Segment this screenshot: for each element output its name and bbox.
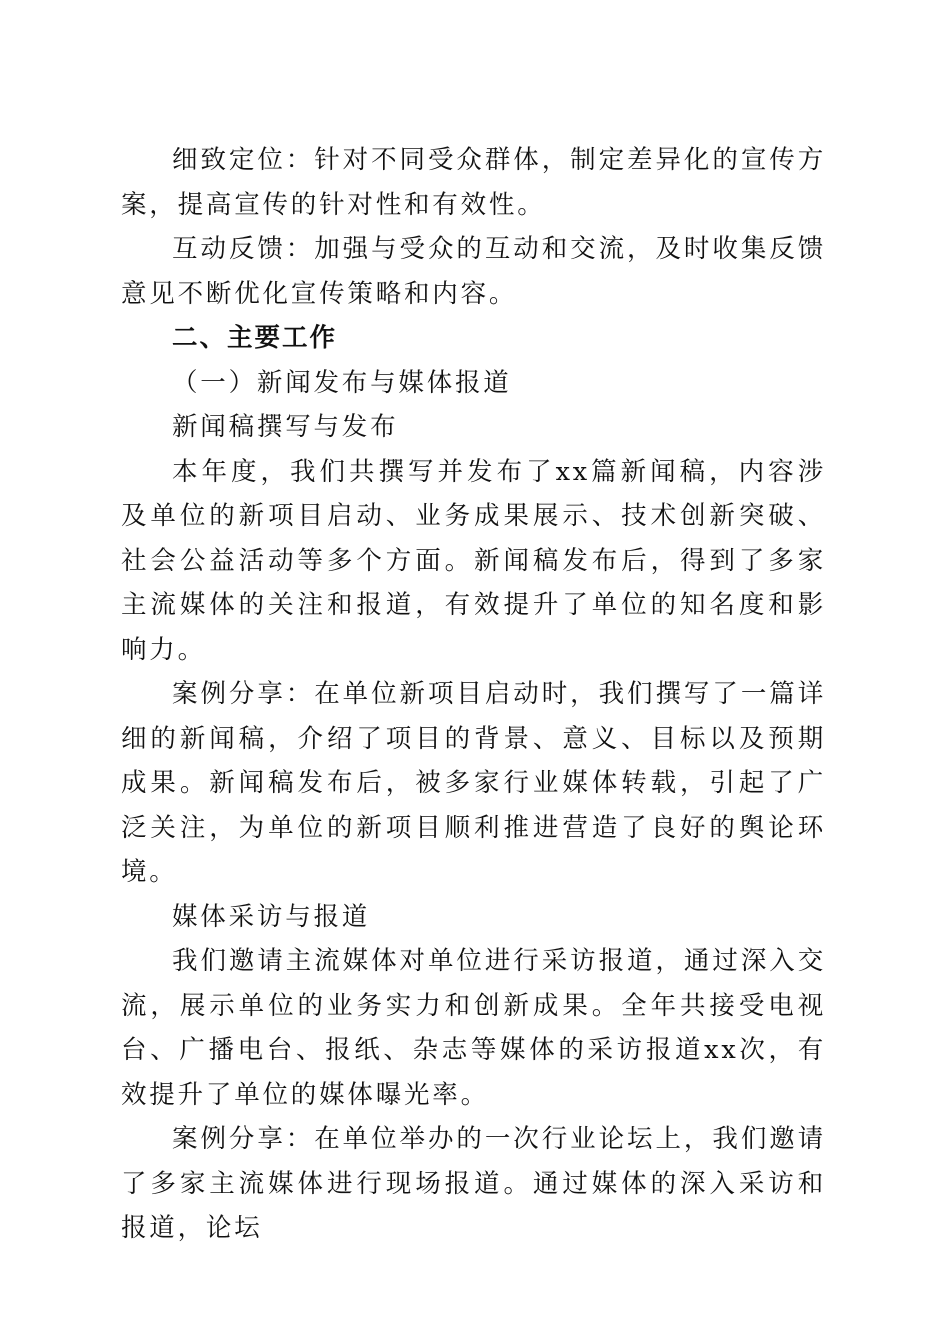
- document-page: [121, 138, 826, 1251]
- topic-title-press-release: 新闻稿撰写与发布: [172, 412, 399, 442]
- subsection-heading: （一）新闻发布与媒体报道: [172, 367, 512, 398]
- paragraph-interactive-feedback: 互动反馈：加强与受众的互动和交流，及时收集反馈意见不断优化宣传策略和内容。: [121, 234, 826, 309]
- topic-title-media-interview: 媒体采访与报道: [172, 901, 371, 932]
- paragraph-media-interview-case: 案例分享：在单位举办的一次行业论坛上，我们邀请了多家主流媒体进行现场报道。通过媒体的深入采访和报道，论坛: [121, 1124, 826, 1243]
- paragraph-media-interview-summary: 我们邀请主流媒体对单位进行采访报道，通过深入交流，展示单位的业务实力和创新成果。全年共接受电视台、广播电台、报纸、杂志等媒体的采访报道xx次，有效提升了单位的媒体曝光率。: [121, 946, 826, 1110]
- paragraph-targeted-positioning: 细致定位：针对不同受众群体，制定差异化的宣传方案，提高宣传的针对性和有效性。: [121, 145, 826, 220]
- section-heading: 二、主要工作: [172, 323, 338, 353]
- paragraph-press-release-case: 案例分享：在单位新项目启动时，我们撰写了一篇详细的新闻稿，介绍了项目的背景、意义、目标以及预期成果。新闻稿发布后，被多家行业媒体转载，引起了广泛关注，为单位的新项目顺利推进营造了良好的舆论环境。: [121, 679, 826, 887]
- paragraph-press-release-summary: 本年度，我们共撰写并发布了xx篇新闻稿，内容涉及单位的新项目启动、业务成果展示、技术创新突破、社会公益活动等多个方面。新闻稿发布后，得到了多家主流媒体的关注和报道，有效提升了单位的知名度和影响力。: [121, 456, 826, 665]
